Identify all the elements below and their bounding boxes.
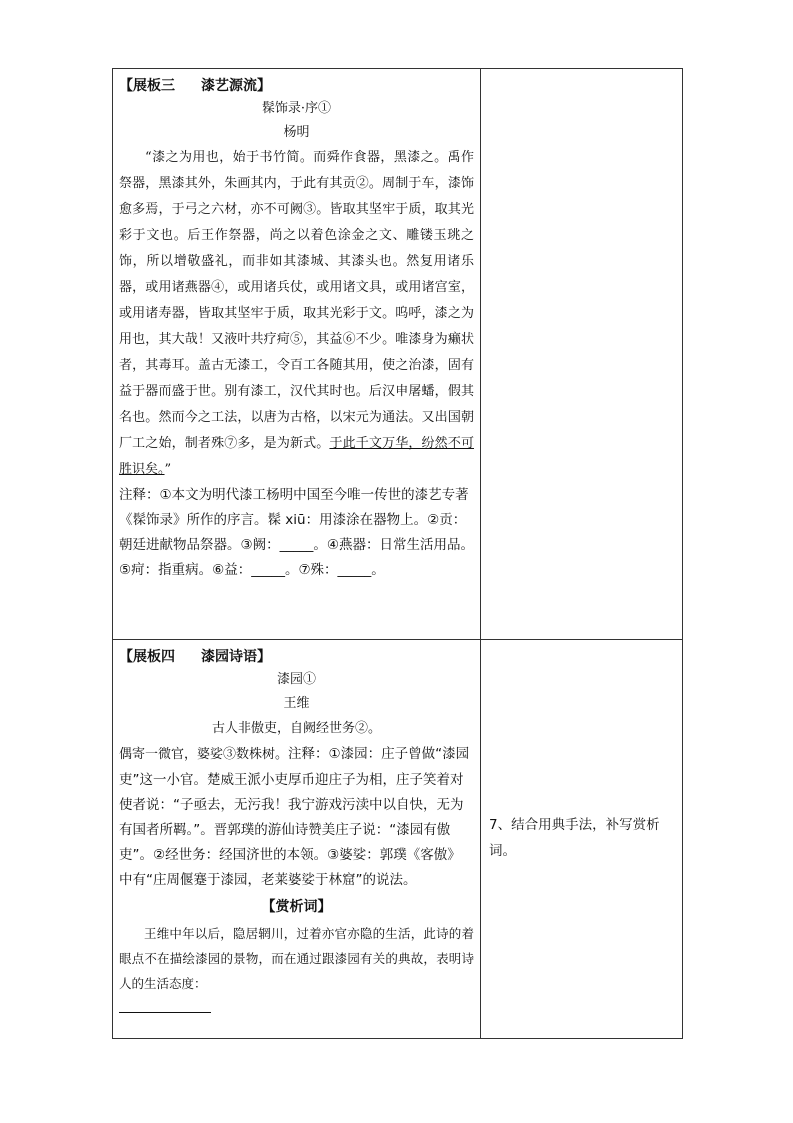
poem-line-2-and-notes	[119, 742, 474, 893]
appreciation-text: 王维中年以后，隐居辋川，过着亦官亦隐的生活，此诗的着眼点不在描绘漆园的景物，而在通过跟漆园有关的典故，表明诗人的生活态度：	[119, 926, 474, 991]
panel-4-header	[119, 646, 474, 668]
panel-4-question-cell	[481, 640, 683, 1039]
underlined-sentence: 于此千文万华，纷然不可胜识矣。	[119, 436, 474, 477]
panel-3-answer-cell[interactable]	[481, 69, 683, 640]
preface-notes: 注释：①本文为明代漆工杨明中国至今唯一传世的漆艺专著《髹饰录》所作的序言。髹 xiū：用漆涂在器物上。②贡：朝廷进献物品祭器。③阙：_____。④燕器：日常生活用品。⑤疴：指重病。⑥益：_____。⑦殊：_____。	[119, 487, 474, 578]
panel-3-header	[119, 75, 474, 97]
exhibit-table	[112, 68, 683, 1039]
panel-4-topic: 漆园诗语】	[201, 649, 271, 665]
panel-3-cell	[113, 69, 481, 640]
text-title: 髹饰录·序①	[261, 101, 332, 116]
closing-quote: ”	[164, 462, 172, 477]
panel-4-label: 【展板四	[119, 649, 175, 665]
row-panel-4	[113, 640, 683, 1039]
question-7: 7、结合用典手法，补写赏析词。	[489, 817, 660, 859]
poem-line-2: 偶寄一微官，婆娑③数株树。	[119, 747, 289, 762]
answer-blank-line[interactable]	[119, 1000, 211, 1013]
poem-author: 王维	[283, 696, 310, 711]
poem-line-1: 古人非傲吏，自阙经世务②。	[211, 721, 381, 736]
poem-notes: 注释：①漆园：庄子曾做“漆园吏”这一小官。楚威王派小吏厚币迎庄子为相，庄子笑着对使者说：“子亟去，无污我！我宁游戏污渎中以自快，无为有国者所羁。”。晋郭璞的游仙诗赞美庄子说：“漆园有傲吏”。②经世务：经国济世的本领。③婆娑：郭璞《客傲》中有“庄周偃蹇于漆园，老莱婆娑于林窟”的说法。	[119, 746, 470, 888]
appreciation-header: 【赏析词】	[261, 899, 332, 915]
poem-title: 漆园①	[276, 672, 316, 687]
preface-passage	[119, 145, 474, 483]
preface-main-text: “漆之为用也，始于书竹简。而舜作食器，黑漆之。禹作祭器，黑漆其外，朱画其内，于此有其贡②。周制于车，漆饰愈多焉，于弓之六材，亦不可阙③。皆取其坚牢于质，取其光彩于文也。后王作祭器，尚之以着色涂金之文、雕镂玉珧之饰，所以增敬盛礼，而非如其漆城、其漆头也。然复用诸乐器，或用诸燕器④，或用诸兵仗，或用诸文具，或用诸宫室，或用诸寿器，皆取其坚牢于质，取其光彩于文。呜呼，漆之为用也，其大哉！又液叶共疗疴⑤，其益⑥不少。唯漆身为癞状者，其毒耳。盖古无漆工，令百工各随其用，使之治漆，固有益于器而盛于世。别有漆工，汉代其时也。后汉申屠蟠，假其名也。然而今之工法，以唐为古格，以宋元为通法。又出国朝厂工之始，制者殊⑦多，是为新式。	[119, 150, 474, 451]
panel-4-cell	[113, 640, 481, 1039]
row-panel-3	[113, 69, 683, 640]
panel-3-label: 【展板三	[119, 78, 175, 94]
panel-3-topic: 漆艺源流】	[201, 78, 271, 94]
text-author: 杨明	[283, 125, 310, 140]
